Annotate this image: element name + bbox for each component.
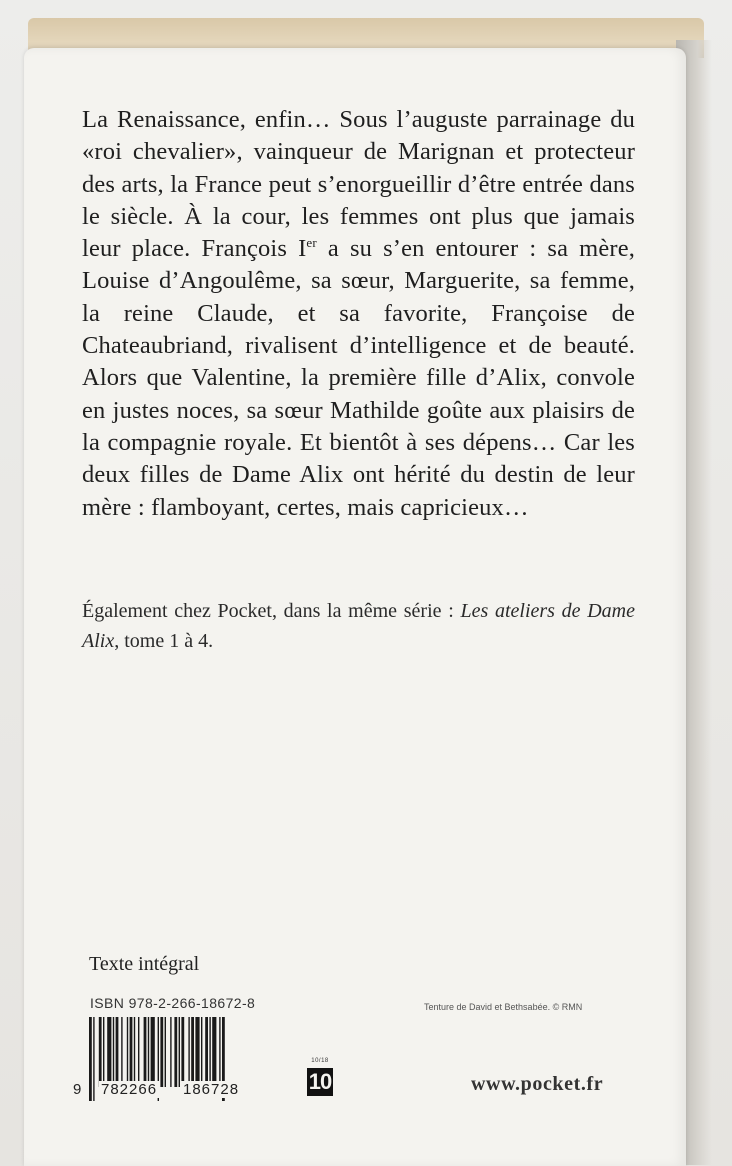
- barcode-bar: [188, 1017, 189, 1087]
- barcode-bar: [99, 1017, 102, 1087]
- blurb-superscript: er: [306, 235, 317, 251]
- barcode-digit-first: 9: [73, 1081, 83, 1098]
- barcode-bar: [116, 1017, 119, 1087]
- barcode-bar: [179, 1017, 180, 1087]
- barcode-bar: [148, 1017, 149, 1087]
- blurb-text: [82, 104, 635, 524]
- blurb-part-2: a su s’en entourer : sa mère, Louise d’Angoulême, sa sœur, Marguerite, sa femme, la reine Claude, et sa favorite, Françoise de Chateaubriand, rivalisent d’intelligence et de beauté. Alors que Valentine, la première fille d’Alix, convole en justes noces, sa sœur Mathilde goûte aux plaisirs de la compagnie royale. Et bientôt à ses dépens… Car les deux filles de Dame Alix ont hérité du destin de leur mère : flamboyant, certes, mais capricieux…: [82, 235, 635, 521]
- barcode-bar: [121, 1017, 122, 1087]
- publisher-website: www.pocket.fr: [471, 1073, 604, 1095]
- barcode-bar: [151, 1017, 155, 1087]
- isbn-text: ISBN 978-2-266-18672-8: [90, 995, 256, 1011]
- series-title: Les ateliers de Dame Alix: [82, 600, 635, 652]
- blurb-part-1: La Renaissance, enfin… Sous l’auguste parrainage du «roi chevalier», vainqueur de Marignan et protecteur des arts, la France peut s’enorgueillir d’être entrée dans le siècle. À la cour, les femmes ont plus que jamais leur place. François I: [82, 106, 635, 263]
- barcode-bar: [191, 1017, 194, 1087]
- barcode-bar: [89, 1017, 92, 1101]
- barcode-bar: [138, 1017, 139, 1087]
- publisher-logo-label: 10/18: [311, 1058, 329, 1064]
- barcode-bar: [165, 1017, 166, 1087]
- publisher-logo: [305, 1058, 335, 1100]
- barcode-bar: [113, 1017, 114, 1087]
- barcode-bar: [205, 1017, 208, 1087]
- barcode-bar: [103, 1017, 104, 1087]
- barcode-bar: [93, 1017, 94, 1101]
- barcode-bar: [170, 1017, 171, 1087]
- series-note-prefix: Également chez Pocket, dans la même série :: [82, 600, 461, 622]
- barcode-bar: [107, 1017, 111, 1087]
- barcode-bar: [195, 1017, 199, 1087]
- edition-label: Texte intégral: [89, 953, 200, 975]
- publisher-logo-mark: 10: [308, 1069, 332, 1094]
- barcode-bar: [130, 1017, 133, 1087]
- series-note: [82, 596, 635, 656]
- barcode-bar: [181, 1017, 184, 1087]
- series-note-suffix: , tome 1 à 4.: [114, 630, 214, 652]
- image-credit: Tenture de David et Bethsabée. © RMN: [424, 1002, 583, 1012]
- barcode-bar: [209, 1017, 210, 1087]
- barcode-bar: [174, 1017, 177, 1087]
- barcode-bar: [127, 1017, 128, 1087]
- barcode-bar: [201, 1017, 202, 1087]
- barcode-bar: [134, 1017, 135, 1087]
- barcode-bar: [212, 1017, 216, 1087]
- barcode-bar: [219, 1017, 220, 1087]
- barcode-digits-group-2: 186728: [183, 1081, 240, 1098]
- barcode-digits-group-1: 782266: [101, 1081, 158, 1098]
- barcode-bar: [160, 1017, 163, 1087]
- barcode-bar: [144, 1017, 147, 1087]
